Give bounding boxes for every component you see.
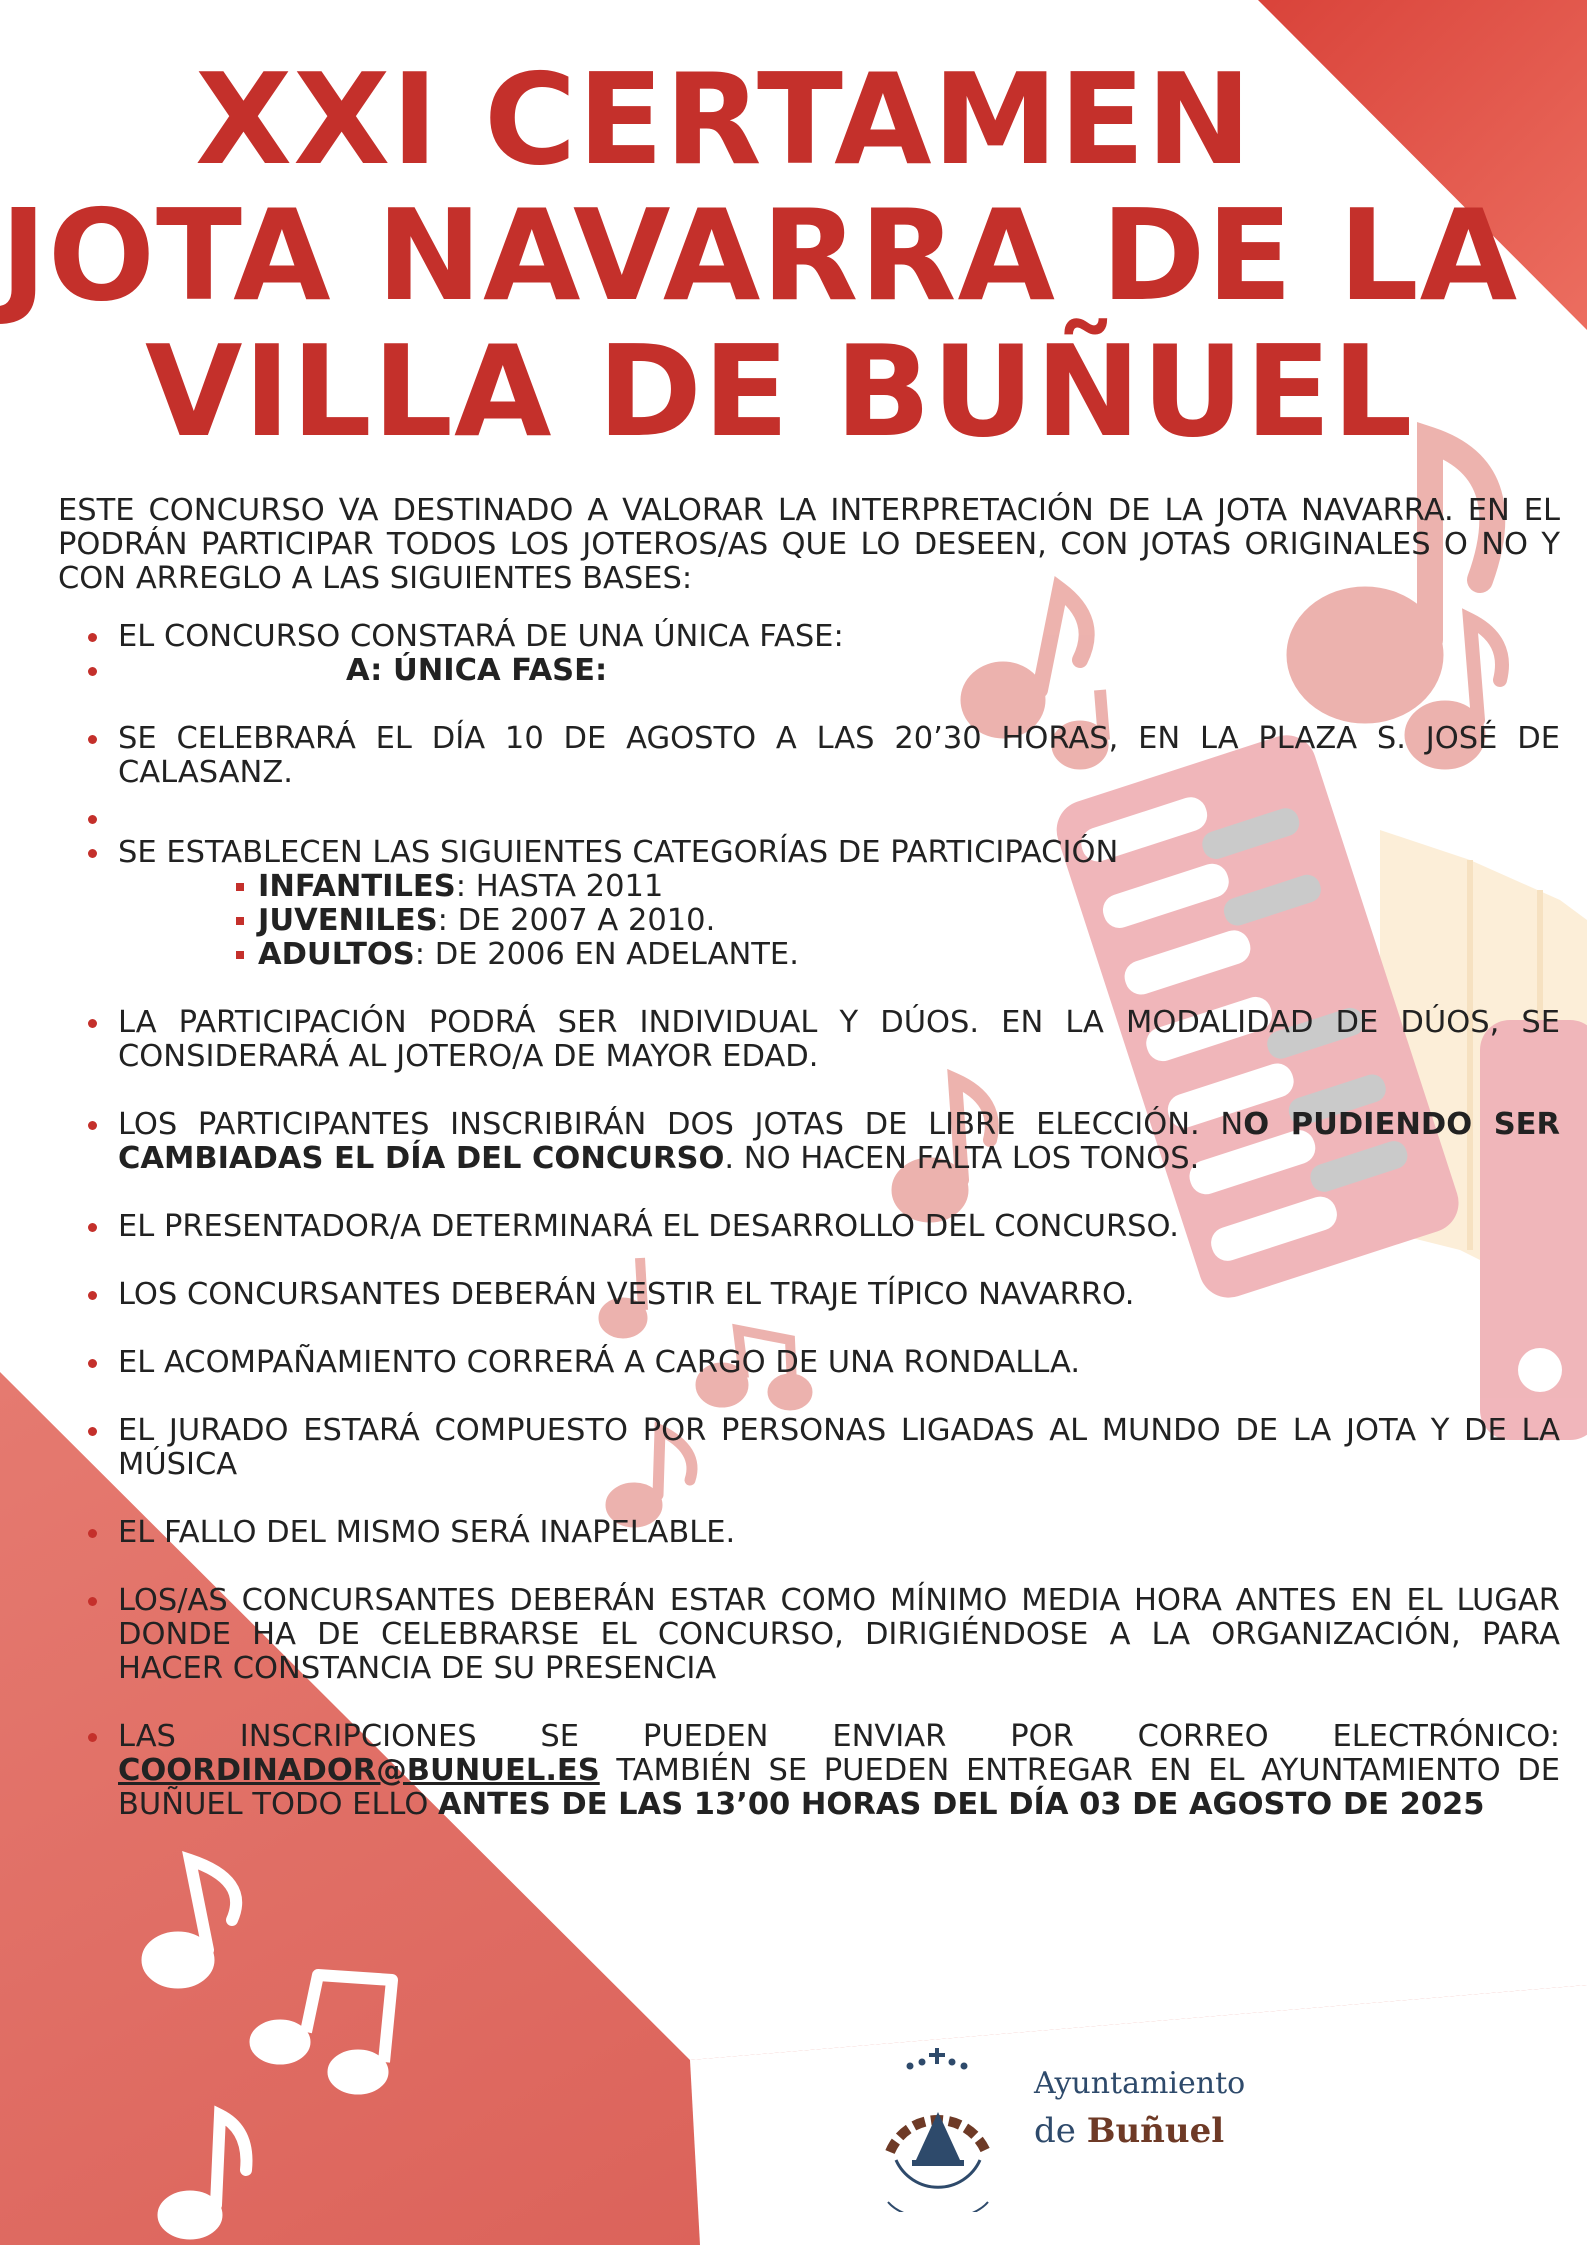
contest-rules <box>58 494 1560 1822</box>
juveniles-label: JUVENILES <box>258 903 438 938</box>
inscripciones-text-a: LAS INSCRIPCIONES SE PUEDEN ENVIAR POR CORREO ELECTRÓNICO: <box>118 1719 1560 1754</box>
infantiles-text: : HASTA 2011 <box>455 869 664 904</box>
categorias-list <box>118 870 1560 972</box>
rule-fecha: SE CELEBRARÁ EL DÍA 10 DE AGOSTO A LAS 20’30 HORAS, EN LA PLAZA S. JOSÉ DE CALASANZ. <box>58 722 1560 790</box>
adultos-text: : DE 2006 EN ADELANTE. <box>414 937 799 972</box>
rule-jurado: EL JURADO ESTARÁ COMPUESTO POR PERSONAS LIGADAS AL MUNDO DE LA JOTA Y DE LA MÚSICA <box>58 1414 1560 1482</box>
rule-inscripciones <box>58 1720 1560 1822</box>
juveniles-text: : DE 2007 A 2010. <box>437 903 716 938</box>
jotas-text-b: O PUDIENDO SER CAMBIADAS EL DÍA DEL CONCURSO <box>118 1107 1560 1176</box>
logo-prefix: de <box>1034 2111 1087 2151</box>
title-line-1: XXI CERTAMEN <box>195 46 1253 193</box>
poster-title <box>0 46 1587 465</box>
coat-of-arms-icon <box>868 2042 1018 2212</box>
email-link[interactable]: COORDINADOR@BUNUEL.ES <box>118 1753 600 1788</box>
logo-line-1: Ayuntamiento <box>1034 2066 1246 2101</box>
rule-fallo: EL FALLO DEL MISMO SERÁ INAPELABLE. <box>58 1516 1560 1550</box>
title-line-2: JOTA NAVARRA DE LA <box>0 182 1519 329</box>
category-adultos <box>236 938 1560 972</box>
rules-list <box>58 620 1560 1822</box>
jotas-text-c: . NO HACEN FALTA LOS TONOS. <box>724 1141 1200 1176</box>
adultos-label: ADULTOS <box>258 937 415 972</box>
rule-jotas <box>58 1108 1560 1176</box>
logo-text <box>1034 2064 1245 2158</box>
category-juveniles <box>236 904 1560 938</box>
intro-paragraph: ESTE CONCURSO VA DESTINADO A VALORAR LA INTERPRETACIÓN DE LA JOTA NAVARRA. EN EL PODRÁN PARTICIPAR TODOS LOS JOTEROS/AS QUE LO DESEEN, CON JOTAS ORIGINALES O NO Y CON ARREGLO A LAS SIGUIENTES BASES: <box>58 493 1560 596</box>
rule-participacion: LA PARTICIPACIÓN PODRÁ SER INDIVIDUAL Y DÚOS. EN LA MODALIDAD DE DÚOS, SE CONSIDERARÁ AL JOTERO/A DE MAYOR EDAD. <box>58 1006 1560 1074</box>
logo-line-2 <box>1034 2104 1245 2158</box>
title-line-3: VILLA DE BUÑUEL <box>145 318 1414 465</box>
logo-town-name: Buñuel <box>1086 2111 1225 2151</box>
ayuntamiento-logo <box>868 2042 1288 2212</box>
inscripciones-deadline: ANTES DE LAS 13’00 HORAS DEL DÍA 03 DE AGOSTO DE 2025 <box>438 1787 1485 1822</box>
categorias-label: SE ESTABLECEN LAS SIGUIENTES CATEGORÍAS DE PARTICIPACIÓN <box>118 835 1119 870</box>
rule-categorias <box>58 836 1560 972</box>
fase-a-label: A: ÚNICA FASE: <box>346 653 608 688</box>
rule-fase: EL CONCURSO CONSTARÁ DE UNA ÚNICA FASE: <box>58 620 1560 654</box>
rule-presencia: LOS/AS CONCURSANTES DEBERÁN ESTAR COMO MÍNIMO MEDIA HORA ANTES EN EL LUGAR DONDE HA DE CELEBRARSE EL CONCURSO, DIRIGIÉNDOSE A LA ORGANIZACIÓN, PARA HACER CONSTANCIA DE SU PRESENCIA <box>58 1584 1560 1686</box>
jotas-text-a: LOS PARTICIPANTES INSCRIBIRÁN DOS JOTAS DE LIBRE ELECCIÓN. N <box>118 1107 1244 1142</box>
rule-traje: LOS CONCURSANTES DEBERÁN VESTIR EL TRAJE TÍPICO NAVARRO. <box>58 1278 1560 1312</box>
rule-fase-a <box>58 654 1560 688</box>
infantiles-label: INFANTILES <box>258 869 456 904</box>
rule-presentador: EL PRESENTADOR/A DETERMINARÁ EL DESARROLLO DEL CONCURSO. <box>58 1210 1560 1244</box>
category-infantiles <box>236 870 1560 904</box>
rule-rondalla: EL ACOMPAÑAMIENTO CORRERÁ A CARGO DE UNA RONDALLA. <box>58 1346 1560 1380</box>
inscripciones-text-b: TAMBIÉN SE PUEDEN ENTREGAR EN EL AYUNTAMIENTO DE BUÑUEL TODO ELLO <box>118 1753 1560 1822</box>
rule-empty <box>58 802 1560 836</box>
